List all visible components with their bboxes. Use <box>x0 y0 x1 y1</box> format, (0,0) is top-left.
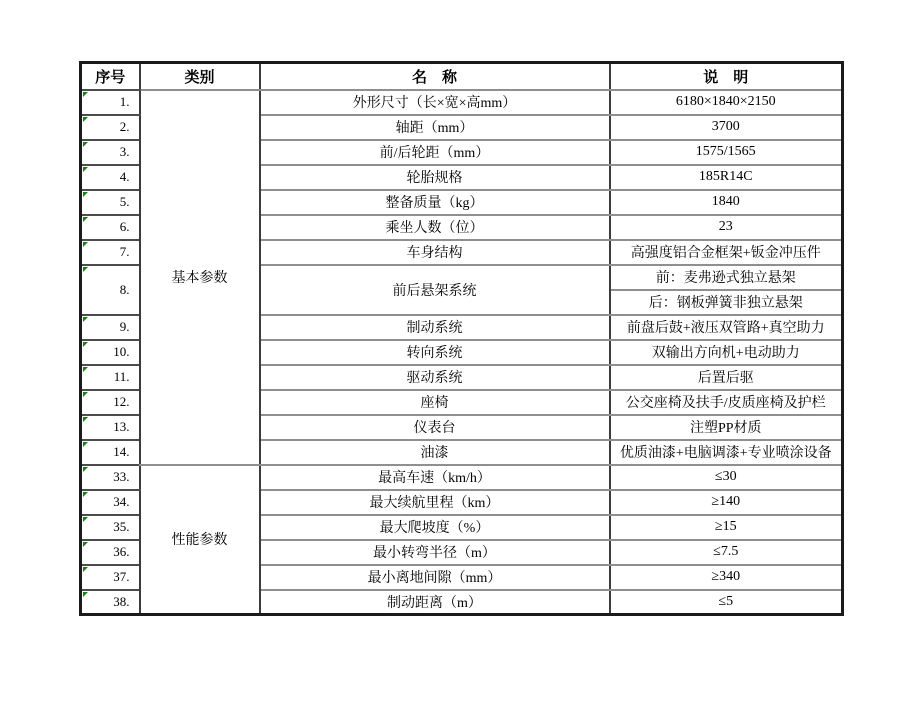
desc-cell[interactable]: 注塑PP材质 <box>610 415 843 440</box>
desc-cell[interactable]: ≤5 <box>610 590 843 615</box>
row-number-cell[interactable] <box>81 240 140 265</box>
row-number-cell[interactable] <box>81 590 140 615</box>
name-cell[interactable]: 制动距离（m） <box>260 590 610 615</box>
desc-cell[interactable]: ≤7.5 <box>610 540 843 565</box>
cell-flag-icon <box>83 317 88 322</box>
cell-flag-icon <box>83 267 88 272</box>
cell-flag-icon <box>83 442 88 447</box>
row-number: 11. <box>113 369 130 384</box>
row-number-cell[interactable] <box>81 565 140 590</box>
row-number: 2. <box>119 119 130 134</box>
row-number-cell[interactable] <box>81 190 140 215</box>
row-number: 12. <box>113 394 130 409</box>
row-number-cell[interactable] <box>81 115 140 140</box>
name-cell[interactable]: 驱动系统 <box>260 365 610 390</box>
row-number-cell[interactable] <box>81 315 140 340</box>
row-number: 8. <box>119 281 130 297</box>
row-number-cell[interactable] <box>81 340 140 365</box>
name-cell[interactable]: 最小离地间隙（mm） <box>260 565 610 590</box>
document-page <box>79 61 844 616</box>
desc-cell[interactable]: 后置后驱 <box>610 365 843 390</box>
desc-cell[interactable]: 后：钢板弹簧非独立悬架 <box>610 290 843 315</box>
desc-cell[interactable]: 3700 <box>610 115 843 140</box>
name-cell[interactable]: 最大续航里程（km） <box>260 490 610 515</box>
row-number: 13. <box>113 419 130 434</box>
row-number-cell[interactable] <box>81 165 140 190</box>
desc-cell[interactable]: 23 <box>610 215 843 240</box>
desc-cell[interactable]: 6180×1840×2150 <box>610 90 843 115</box>
row-number-cell[interactable] <box>81 140 140 165</box>
desc-cell[interactable]: ≥340 <box>610 565 843 590</box>
cell-flag-icon <box>83 167 88 172</box>
row-number: 7. <box>119 244 130 259</box>
row-number: 36. <box>113 544 130 559</box>
cell-flag-icon <box>83 142 88 147</box>
cell-flag-icon <box>83 392 88 397</box>
cell-flag-icon <box>83 492 88 497</box>
row-number-cell[interactable] <box>81 415 140 440</box>
name-cell[interactable]: 最小转弯半径（m） <box>260 540 610 565</box>
cell-flag-icon <box>83 517 88 522</box>
row-number-cell[interactable] <box>81 215 140 240</box>
row-number: 35. <box>113 519 130 534</box>
row-number: 4. <box>119 169 130 184</box>
row-number: 6. <box>119 219 130 234</box>
header-name: 名 称 <box>260 63 610 90</box>
cell-flag-icon <box>83 217 88 222</box>
desc-cell[interactable]: 1840 <box>610 190 843 215</box>
desc-cell[interactable]: 双输出方向机+电动助力 <box>610 340 843 365</box>
cell-flag-icon <box>83 92 88 97</box>
name-cell[interactable]: 最高车速（km/h） <box>260 465 610 490</box>
name-cell[interactable]: 整备质量（kg） <box>260 190 610 215</box>
header-desc: 说 明 <box>610 63 843 90</box>
name-cell[interactable]: 最大爬坡度（%） <box>260 515 610 540</box>
row-number: 9. <box>119 319 130 334</box>
desc-cell[interactable]: 高强度铝合金框架+钣金冲压件 <box>610 240 843 265</box>
cell-flag-icon <box>83 242 88 247</box>
name-cell[interactable]: 油漆 <box>260 440 610 465</box>
name-cell[interactable]: 前后悬架系统 <box>260 265 610 315</box>
table-row <box>81 465 843 490</box>
cell-flag-icon <box>83 342 88 347</box>
name-cell[interactable]: 座椅 <box>260 390 610 415</box>
row-number: 14. <box>113 444 130 459</box>
header-row <box>81 63 843 90</box>
row-number-cell[interactable] <box>81 440 140 465</box>
row-number: 3. <box>119 144 130 159</box>
name-cell[interactable]: 轮胎规格 <box>260 165 610 190</box>
row-number: 1. <box>119 94 130 109</box>
desc-cell[interactable]: 前盘后鼓+液压双管路+真空助力 <box>610 315 843 340</box>
name-cell[interactable]: 前/后轮距（mm） <box>260 140 610 165</box>
row-number: 10. <box>113 344 130 359</box>
desc-cell[interactable]: 公交座椅及扶手/皮质座椅及护栏 <box>610 390 843 415</box>
category-cell[interactable]: 性能参数 <box>140 465 260 615</box>
desc-cell[interactable]: 前：麦弗逊式独立悬架 <box>610 265 843 290</box>
row-number: 34. <box>113 494 130 509</box>
category-cell[interactable]: 基本参数 <box>140 90 260 465</box>
cell-flag-icon <box>83 567 88 572</box>
spec-table <box>79 61 844 616</box>
name-cell[interactable]: 转向系统 <box>260 340 610 365</box>
row-number-cell[interactable] <box>81 515 140 540</box>
name-cell[interactable]: 车身结构 <box>260 240 610 265</box>
row-number-cell[interactable] <box>81 490 140 515</box>
table-row <box>81 90 843 115</box>
desc-cell[interactable]: ≤30 <box>610 465 843 490</box>
cell-flag-icon <box>83 117 88 122</box>
header-category: 类别 <box>140 63 260 90</box>
desc-cell[interactable]: 1575/1565 <box>610 140 843 165</box>
row-number-cell[interactable] <box>81 465 140 490</box>
name-cell[interactable]: 外形尺寸（长×宽×高mm） <box>260 90 610 115</box>
row-number-cell[interactable] <box>81 540 140 565</box>
cell-flag-icon <box>83 542 88 547</box>
cell-flag-icon <box>83 592 88 597</box>
row-number-cell[interactable] <box>81 365 140 390</box>
cell-flag-icon <box>83 467 88 472</box>
row-number: 33. <box>113 469 130 484</box>
cell-flag-icon <box>83 367 88 372</box>
cell-flag-icon <box>83 417 88 422</box>
row-number-cell[interactable] <box>81 90 140 115</box>
header-no: 序号 <box>81 63 140 90</box>
name-cell[interactable]: 轴距（mm） <box>260 115 610 140</box>
row-number: 5. <box>119 194 130 209</box>
name-cell[interactable]: 乘坐人数（位） <box>260 215 610 240</box>
row-number: 37. <box>113 569 130 584</box>
desc-cell[interactable]: 优质油漆+电脑调漆+专业喷涂设备 <box>610 440 843 465</box>
name-cell[interactable]: 仪表台 <box>260 415 610 440</box>
cell-flag-icon <box>83 192 88 197</box>
name-cell[interactable]: 制动系统 <box>260 315 610 340</box>
desc-cell[interactable]: 185R14C <box>610 165 843 190</box>
row-number: 38. <box>113 593 130 609</box>
row-number-cell[interactable] <box>81 265 140 315</box>
desc-cell[interactable]: ≥15 <box>610 515 843 540</box>
desc-cell[interactable]: ≥140 <box>610 490 843 515</box>
row-number-cell[interactable] <box>81 390 140 415</box>
